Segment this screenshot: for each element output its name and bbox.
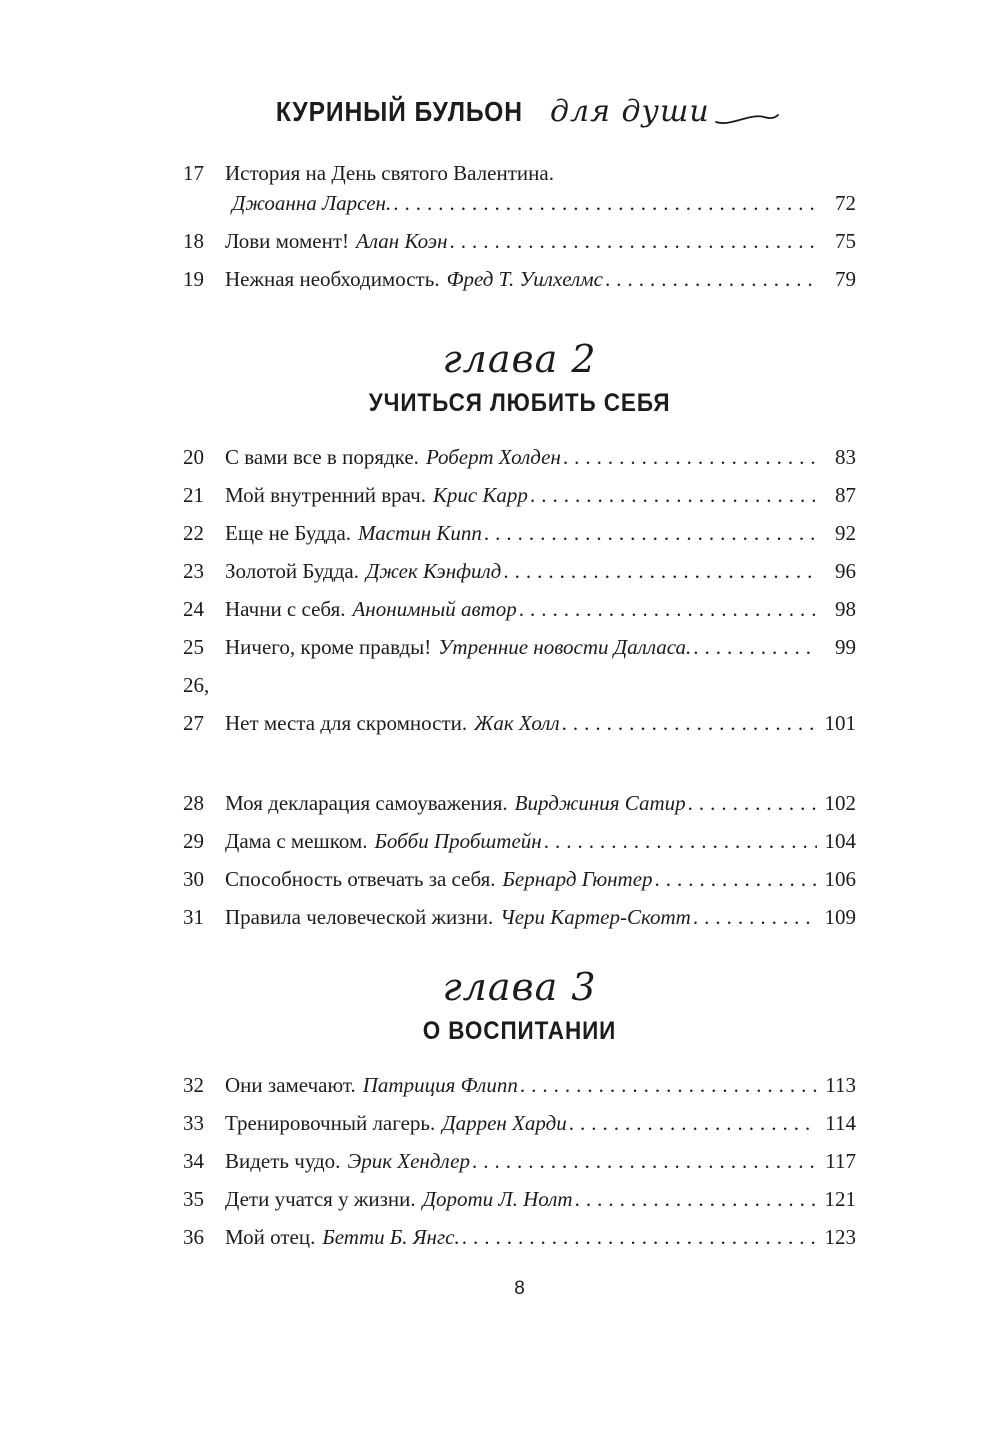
entry-number: 32 [183,1073,204,1097]
table-of-contents [183,160,856,1262]
entry-title: Дети учатся у жизни. [225,1187,416,1211]
entry-author: Патриция Флипп [362,1073,518,1097]
toc-entry [183,790,856,816]
dot-leader [693,904,817,930]
toc-entry [183,710,856,736]
toc-entry [183,266,856,292]
entry-page: 83 [835,445,856,469]
chapter-title [183,1016,856,1050]
entry-number: 23 [183,559,204,583]
toc-entry [183,160,856,186]
entry-page: 104 [824,829,856,853]
chapter-heading [183,964,856,1050]
entry-title: Лови момент! [225,229,350,253]
dot-leader [503,558,817,584]
entry-number: 24 [183,597,204,621]
toc-entry [183,1224,856,1250]
entry-title: Начни с себя. [225,597,346,621]
chapter-title [183,388,856,422]
entry-number: 31 [183,905,204,929]
dot-leader [562,710,817,736]
dot-leader [544,828,817,854]
entry-number: 28 [183,791,204,815]
toc-entry [183,1186,856,1212]
book-title-script: для души [550,94,710,129]
entry-page: 101 [824,711,856,735]
entry-page: 99 [835,635,856,659]
dot-leader [688,790,817,816]
entry-number: 25 [183,635,204,659]
chapter-title-text: О ВОСПИТАНИИ [422,1017,617,1045]
entry-author: Дороти Л. Нолт [422,1187,573,1211]
entry-title: Дама с мешком. [225,829,368,853]
dot-leader [450,228,818,254]
entry-page: 92 [835,521,856,545]
entry-author: Бернард Гюнтер [502,867,653,891]
chapter-title-text: УЧИТЬСЯ ЛЮБИТЬ СЕБЯ [368,389,671,417]
entry-number: 22 [183,521,204,545]
entry-page: 114 [825,1111,856,1135]
entry-title: История на День святого Валентина. [225,161,554,185]
entry-title: С вами все в порядке. [225,445,419,469]
entry-number: 30 [183,867,204,891]
entry-page: 98 [835,597,856,621]
entry-author: Роберт Холден [425,445,561,469]
entry-author: Вирджиния Сатир [514,791,686,815]
dot-leader [472,1148,817,1174]
entry-author: Крис Карр [432,483,528,507]
entry-title: Золотой Будда. [225,559,359,583]
toc-entry [183,596,856,622]
entry-title: Мой внутренний врач. [225,483,426,507]
toc-entry [183,1072,856,1098]
entry-page: 72 [835,191,856,215]
toc-entry [183,482,856,508]
entry-title: Ничего, кроме правды! [225,635,432,659]
entry-author: Даррен Харди [442,1111,567,1135]
entry-title: Они замечают. [225,1073,356,1097]
chapter-heading [183,336,856,422]
dot-leader [393,190,817,216]
entry-title: Нет места для скромности. [225,711,468,735]
entry-author: Анонимный автор [352,597,517,621]
entry-author: Джек Кэнфилд [366,559,502,583]
entry-page: 123 [824,1225,856,1249]
entry-title: Видеть чудо. [225,1149,341,1173]
toc-entry [183,634,856,660]
toc-entry [183,828,856,854]
toc-entry [183,1148,856,1174]
entry-page: 102 [824,791,856,815]
running-head [183,94,856,129]
entry-page: 79 [835,267,856,291]
entry-page: 106 [824,867,856,891]
dot-leader [462,1224,817,1250]
entry-title: Правила человеческой жизни. [225,905,494,929]
toc-entry [183,1110,856,1136]
dot-leader [563,444,817,470]
entry-number: 36 [183,1225,204,1249]
page-footer [183,1278,856,1300]
dot-leader [693,634,817,660]
entry-page: 113 [825,1073,856,1097]
toc-entry [183,866,856,892]
toc-entry [183,558,856,584]
toc-entry [183,520,856,546]
entry-author: Эрик Хендлер [347,1149,470,1173]
dot-leader [605,266,817,292]
entry-page: 75 [835,229,856,253]
entry-number: 29 [183,829,204,853]
entry-number: 34 [183,1149,204,1173]
entry-number: 21 [183,483,204,507]
dot-leader [575,1186,817,1212]
entry-author: Чери Картер-Скотт [500,905,691,929]
entry-author: Бетти Б. Янгс. [322,1225,460,1249]
chapter-label: глава 2 [442,337,597,381]
dot-leader [519,596,817,622]
entry-number: 33 [183,1111,204,1135]
toc-group-1 [183,160,856,292]
entry-title: Мой отец. [225,1225,316,1249]
entry-number: 17 [183,161,204,185]
entry-author: Джоанна Ларсен. [232,191,392,215]
book-title: КУРИНЫЙ БУЛЬОН [276,96,524,127]
dot-leader [530,482,817,508]
entry-number: 20 [183,445,204,469]
entry-number: 27 [183,711,204,735]
entry-title: Нежная необходимость. [225,267,440,291]
toc-entry-continuation [183,190,856,216]
entry-author: Утренние новости Далласа. [438,635,692,659]
entry-author: Жак Холл [474,711,560,735]
entry-author: Алан Коэн [356,229,448,253]
entry-page: 109 [824,905,856,929]
flourish-swash-icon [714,111,780,127]
toc-entry-orphan [183,672,856,698]
entry-title: Еще не Будда. [225,521,352,545]
toc-group-2 [183,444,856,930]
entry-page: 96 [835,559,856,583]
entry-title: Способность отвечать за себя. [225,867,496,891]
dot-leader [520,1072,817,1098]
dot-leader [569,1110,817,1136]
entry-page: 117 [825,1149,856,1173]
toc-entry [183,228,856,254]
entry-number: 35 [183,1187,204,1211]
toc-entry [183,444,856,470]
toc-entry [183,904,856,930]
dot-leader [484,520,817,546]
toc-group-3 [183,1072,856,1250]
entry-author: Бобби Пробштейн [374,829,542,853]
entry-number: 18 [183,229,204,253]
entry-author: Мастин Кипп [358,521,482,545]
entry-number: 19 [183,267,204,291]
entry-author: Фред Т. Уилхелмс [446,267,603,291]
chapter-label: глава 3 [442,965,597,1009]
entry-title: Тренировочный лагерь. [225,1111,436,1135]
page-number: 8 [514,1278,525,1299]
entry-title: Моя декларация самоуважения. [225,791,508,815]
dot-leader [655,866,817,892]
entry-page: 121 [824,1187,856,1211]
entry-page: 87 [835,483,856,507]
entry-number: 26, [183,673,210,697]
